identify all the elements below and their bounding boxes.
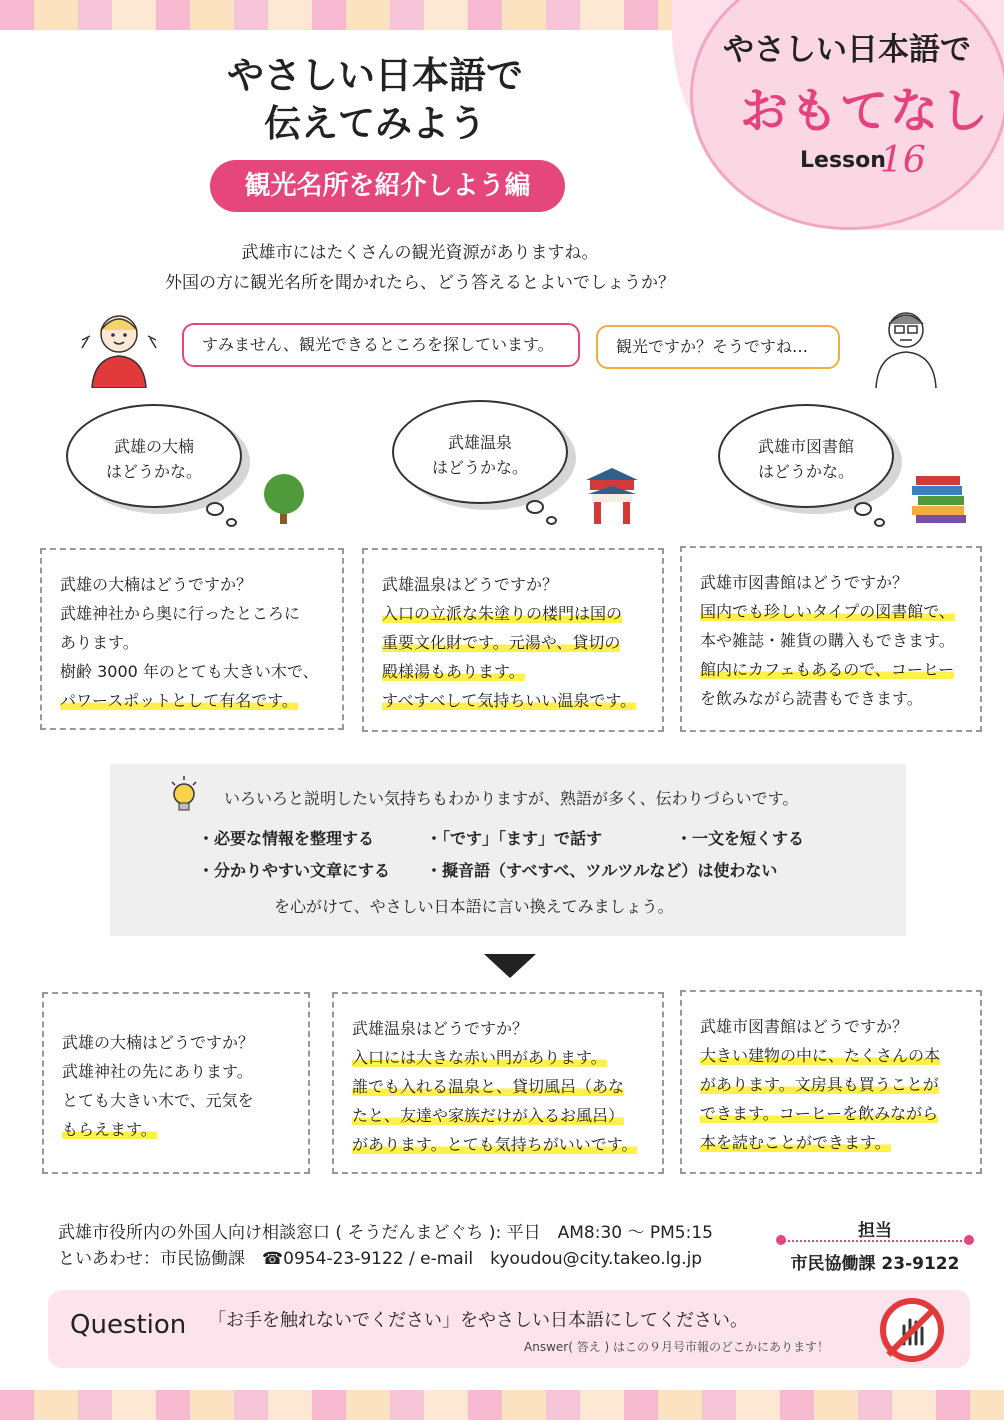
card-line-text: 武雄温泉はどうですか？: [352, 1019, 529, 1038]
card-line: [62, 1115, 290, 1144]
card-line-text: 入口の立派な朱塗りの楼門は国の: [382, 604, 623, 623]
card-line: [700, 1041, 962, 1070]
card-line: [60, 599, 324, 628]
tanto-value: 市民協働課 23-9122: [790, 1254, 960, 1274]
card-line: [700, 597, 962, 626]
tree-icon: [258, 472, 310, 526]
thought-line: 武雄温泉: [447, 433, 512, 452]
card-line: [700, 1012, 962, 1041]
before-card-onsen: [362, 548, 664, 732]
thought-dot: [874, 518, 885, 527]
card-line-text: できます。コーヒーを飲みながら: [700, 1104, 939, 1123]
card-line: [62, 1086, 290, 1115]
tanto-label: 担当: [858, 1221, 892, 1241]
intro-line-2: 外国の方に観光名所を聞かれたら、どう答えるとよいでしょうか？: [165, 273, 675, 293]
before-card-okusu: [40, 548, 344, 730]
card-line: [60, 628, 324, 657]
tips-box: [110, 764, 906, 936]
card-line: [700, 1070, 962, 1099]
card-line-text: 本や雑誌・雑貨の購入もできます。: [700, 631, 955, 650]
card-line: [60, 570, 324, 599]
thought-line: はどうかな。: [105, 462, 202, 481]
question-text: 「お手を触れないでください」をやさしい日本語にしてください。: [208, 1310, 748, 1331]
card-line-text: もらえます。: [62, 1120, 157, 1139]
card-line: [62, 1057, 290, 1086]
visitor-illustration: [74, 308, 164, 388]
card-line-text: パワースポットとして有名です。: [60, 691, 298, 710]
tip-point: ・「です」「ます」で話す: [426, 829, 603, 848]
card-line-text: があります。文房具も買うことが: [700, 1075, 939, 1094]
question-box: [48, 1290, 970, 1368]
card-line-text: すべすべして気持ちいい温泉です。: [382, 691, 637, 710]
card-line: [700, 626, 962, 655]
question-answer-note: Answer( 答え ) はこの９月号市報のどこかにあります！: [524, 1340, 830, 1354]
tips-closing: を心がけて、やさしい日本語に言い換えてみましょう。: [274, 897, 674, 916]
card-line-text: 館内にカフェもあるので、コーヒー: [700, 660, 955, 679]
footer-hours: 武雄市役所内の外国人向け相談窓口 ( そうだんまどぐち ): 平日 AM8:30 ～ PM5:15: [58, 1223, 713, 1243]
tip-point: ・一文を短くする: [676, 829, 805, 848]
card-line-text: 誰でも入れる温泉と、貸切風呂（あな: [352, 1077, 625, 1096]
card-line-text: 武雄神社の先にあります。: [62, 1062, 253, 1081]
card-line: [352, 1101, 644, 1130]
card-line: [382, 686, 644, 715]
footer-contact: といあわせ：市民協働課 ☎0954-23-9122 / e-mail kyoudou@city.takeo.lg.jp: [58, 1249, 703, 1269]
question-label: Question: [70, 1310, 187, 1340]
card-line: [60, 686, 324, 715]
intro-line-1: 武雄市にはたくさんの観光資源がありますね。: [241, 243, 599, 263]
books-icon: [910, 474, 970, 524]
thought-bubble-onsen: [392, 400, 568, 504]
card-line-text: 大きい建物の中に、たくさんの本: [700, 1046, 941, 1065]
card-line-text: があります。とても気持ちがいいです。: [352, 1135, 638, 1154]
subtitle-pill: 観光名所を紹介しよう編: [210, 160, 565, 212]
card-line: [60, 657, 324, 686]
local-illustration: [866, 302, 946, 388]
card-line: [700, 655, 962, 684]
card-line: [62, 1028, 290, 1057]
badge-lesson-number: 16: [880, 140, 926, 181]
page-title: [180, 52, 570, 148]
thought-bubble-library: [718, 404, 894, 508]
card-line-text: 入口には大きな赤い門があります。: [352, 1048, 607, 1067]
thought-dot: [226, 518, 237, 527]
card-line-text: 武雄神社から奥に行ったところに: [60, 604, 301, 623]
title-line-2: 伝えてみよう: [264, 102, 486, 146]
thought-dot: [854, 502, 872, 516]
tip-point: ・分かりやすい文章にする: [198, 861, 391, 880]
card-line-text: たと、友達や家族だけが入るお風呂）: [352, 1106, 625, 1125]
after-card-library: [680, 990, 982, 1174]
tanto-dot: [776, 1235, 786, 1245]
card-line-text: 殿様湯もあります。: [382, 662, 525, 681]
card-line-text: 武雄の大楠はどうですか？: [62, 1033, 255, 1052]
card-line-text: とても大きい木で、元気を: [62, 1091, 254, 1110]
card-line-text: あります。: [60, 633, 139, 652]
lightbulb-icon: [168, 774, 200, 814]
thought-dot: [546, 516, 557, 525]
card-line-text: 武雄温泉はどうですか？: [382, 575, 559, 594]
card-line: [352, 1072, 644, 1101]
tanto-divider: [780, 1240, 970, 1242]
card-line: [352, 1130, 644, 1159]
card-line: [382, 657, 644, 686]
card-line: [700, 568, 962, 597]
bottom-stripe: [0, 1390, 1004, 1420]
card-line: [352, 1014, 644, 1043]
local-speech-bubble: 観光ですか？そうですね…: [596, 325, 840, 369]
thought-dot: [526, 500, 544, 514]
badge-omotenashi: おもてなし: [740, 83, 991, 139]
before-card-library: [680, 546, 982, 732]
visitor-speech-bubble: すみません、観光できるところを探しています。: [182, 323, 580, 367]
thought-line: はどうかな。: [431, 458, 528, 477]
badge-lesson-label: Lesson: [800, 148, 886, 173]
after-card-onsen: [332, 992, 664, 1174]
tip-point: ・必要な情報を整理する: [198, 829, 375, 848]
thought-line: はどうかな。: [757, 462, 854, 481]
card-line-text: 武雄の大楠はどうですか？: [60, 575, 253, 594]
card-line-text: 重要文化財です。元湯や、貸切の: [382, 633, 621, 652]
card-line-text: を飲みながら読書もできます。: [700, 689, 923, 708]
thought-bubble-okusu: [66, 404, 242, 508]
title-line-1: やさしい日本語で: [227, 54, 523, 97]
card-line-text: 樹齢 3000 年のとても大きい木で、: [60, 662, 319, 681]
card-line-text: 武雄市図書館はどうですか？: [700, 573, 909, 592]
arrow-down-icon: [484, 954, 536, 978]
card-line: [700, 684, 962, 713]
card-line-text: 国内でも珍しいタイプの図書館で、: [700, 602, 955, 621]
card-line: [382, 570, 644, 599]
thought-line: 武雄市図書館: [757, 437, 854, 456]
tanto-dot: [964, 1235, 974, 1245]
after-card-okusu: [42, 992, 310, 1174]
card-line-text: 本を読むことができます。: [700, 1133, 891, 1152]
thought-dot: [206, 502, 224, 516]
tip-point: ・擬音語（すべすべ、ツルツルなど）は使わない: [426, 861, 778, 880]
intro-text: [60, 238, 780, 298]
badge-title: やさしい日本語で: [723, 32, 971, 68]
tanto-box: [780, 1216, 970, 1274]
tips-lead: いろいろと説明したい気持ちもわかりますが、熟語が多く、伝わりづらいです。: [224, 789, 799, 808]
card-line: [382, 628, 644, 657]
gate-icon: [584, 466, 640, 526]
no-touch-icon: [880, 1298, 944, 1362]
card-line: [700, 1128, 962, 1157]
card-line: [700, 1099, 962, 1128]
card-line-text: 武雄市図書館はどうですか？: [700, 1017, 909, 1036]
card-line: [382, 599, 644, 628]
card-line: [352, 1043, 644, 1072]
thought-line: 武雄の大楠: [113, 437, 194, 456]
